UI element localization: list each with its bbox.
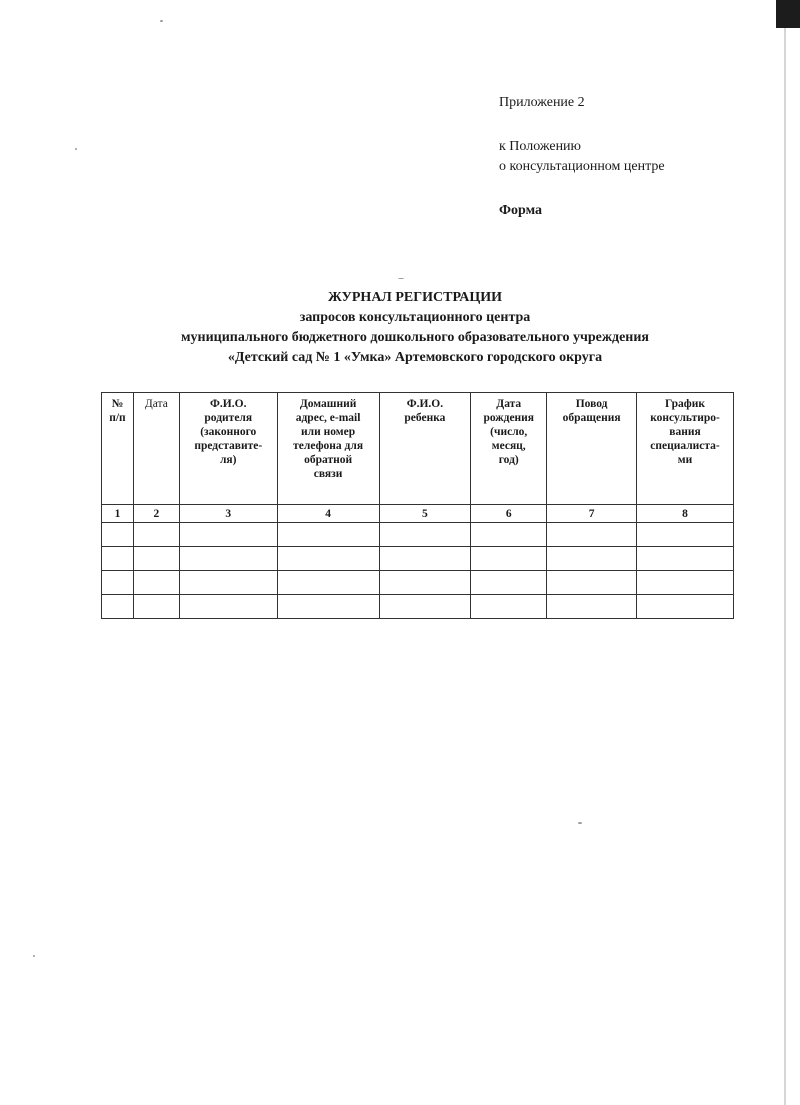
column-header-line: ля) — [219, 454, 237, 466]
empty-cell — [277, 571, 379, 595]
empty-cell — [179, 523, 277, 547]
column-header-line: Дата — [496, 398, 522, 410]
empty-cell — [379, 571, 471, 595]
table-row — [102, 523, 734, 547]
title-sub-1: запросов консультационного центра — [299, 310, 531, 325]
column-header-line: месяц, — [491, 440, 526, 452]
empty-cell — [102, 595, 134, 619]
title-sub-2: муниципального бюджетного дошкольного образовательного учреждения — [180, 330, 650, 345]
column-header-line: п/п — [109, 412, 126, 424]
empty-cell — [179, 595, 277, 619]
column-number: 7 — [547, 505, 637, 523]
column-header-line: Ф.И.О. — [406, 398, 444, 410]
column-number: 3 — [179, 505, 277, 523]
empty-cell — [179, 547, 277, 571]
column-header-line: родителя — [204, 412, 253, 424]
title-main: ЖУРНАЛ РЕГИСТРАЦИИ — [327, 290, 503, 305]
column-number: 8 — [637, 505, 734, 523]
empty-cell — [102, 523, 134, 547]
column-header-6 — [471, 393, 547, 505]
registration-table — [101, 392, 734, 619]
column-number: 6 — [471, 505, 547, 523]
column-number: 1 — [102, 505, 134, 523]
empty-cell — [133, 547, 179, 571]
column-number: 2 — [133, 505, 179, 523]
column-header-line: Ф.И.О. — [210, 398, 247, 410]
empty-cell — [179, 571, 277, 595]
column-number-row — [102, 505, 734, 523]
empty-cell — [102, 571, 134, 595]
appendix-regulation-name: о консультационном центре — [499, 159, 665, 174]
empty-cell — [547, 595, 637, 619]
column-header-line: График — [665, 398, 705, 410]
column-header-line: Дата — [144, 398, 168, 410]
empty-cell — [102, 547, 134, 571]
column-header-line: ми — [677, 454, 693, 466]
table-row — [102, 595, 734, 619]
table-header-row — [102, 393, 734, 505]
scan-speck — [75, 148, 77, 150]
column-header-line: или номер — [301, 426, 356, 438]
column-header-line: телефона для — [293, 440, 364, 452]
appendix-form-label: Форма — [499, 203, 543, 218]
column-header-line: обратной — [304, 454, 353, 466]
empty-cell — [547, 523, 637, 547]
title-sub-3: «Детский сад № 1 «Умка» Артемовского городского округа — [227, 350, 603, 365]
column-header-5 — [379, 393, 471, 505]
scan-speck — [33, 955, 35, 957]
empty-cell — [547, 571, 637, 595]
empty-cell — [471, 595, 547, 619]
table-row — [102, 571, 734, 595]
column-header-2 — [133, 393, 179, 505]
appendix-regulation: к Положению — [499, 139, 582, 154]
column-header-3 — [179, 393, 277, 505]
scan-shadow-top — [776, 0, 800, 28]
empty-cell — [277, 547, 379, 571]
empty-cell — [637, 547, 734, 571]
column-header-line: (законного — [200, 426, 257, 438]
scan-speck — [578, 822, 582, 824]
empty-cell — [471, 523, 547, 547]
column-header-line: (число, — [490, 426, 528, 438]
column-header-line: специалиста- — [650, 440, 720, 452]
appendix-block — [499, 93, 665, 221]
column-header-line: № — [111, 398, 124, 410]
column-header-line: рождения — [483, 412, 535, 424]
empty-cell — [471, 547, 547, 571]
empty-cell — [637, 571, 734, 595]
empty-cell — [637, 595, 734, 619]
document-title — [100, 288, 730, 368]
column-header-line: ребенка — [404, 412, 446, 424]
empty-cell — [379, 523, 471, 547]
empty-cell — [547, 547, 637, 571]
column-header-line: обращения — [562, 412, 621, 424]
empty-cell — [637, 523, 734, 547]
empty-cell — [379, 547, 471, 571]
empty-cell — [277, 523, 379, 547]
column-header-line: год) — [498, 454, 519, 466]
column-header-line: связи — [313, 468, 343, 480]
empty-cell — [133, 523, 179, 547]
column-header-line: консультиро- — [650, 412, 720, 424]
column-header-line: представите- — [194, 440, 263, 452]
column-header-line: вания — [669, 426, 701, 438]
column-number: 5 — [379, 505, 471, 523]
column-header-1 — [102, 393, 134, 505]
empty-cell — [133, 595, 179, 619]
column-header-line: Повод — [575, 398, 608, 410]
column-header-line: Домашний — [299, 398, 357, 410]
column-header-4 — [277, 393, 379, 505]
empty-cell — [379, 595, 471, 619]
empty-cell — [133, 571, 179, 595]
empty-cell — [277, 595, 379, 619]
appendix-number: Приложение 2 — [499, 95, 585, 110]
scan-shadow-right — [784, 28, 786, 1105]
column-header-line: адрес, e-mail — [295, 412, 361, 424]
column-header-8 — [637, 393, 734, 505]
scan-speck — [398, 278, 404, 279]
column-header-7 — [547, 393, 637, 505]
empty-cell — [471, 571, 547, 595]
table-row — [102, 547, 734, 571]
column-number: 4 — [277, 505, 379, 523]
scan-speck — [160, 20, 163, 22]
